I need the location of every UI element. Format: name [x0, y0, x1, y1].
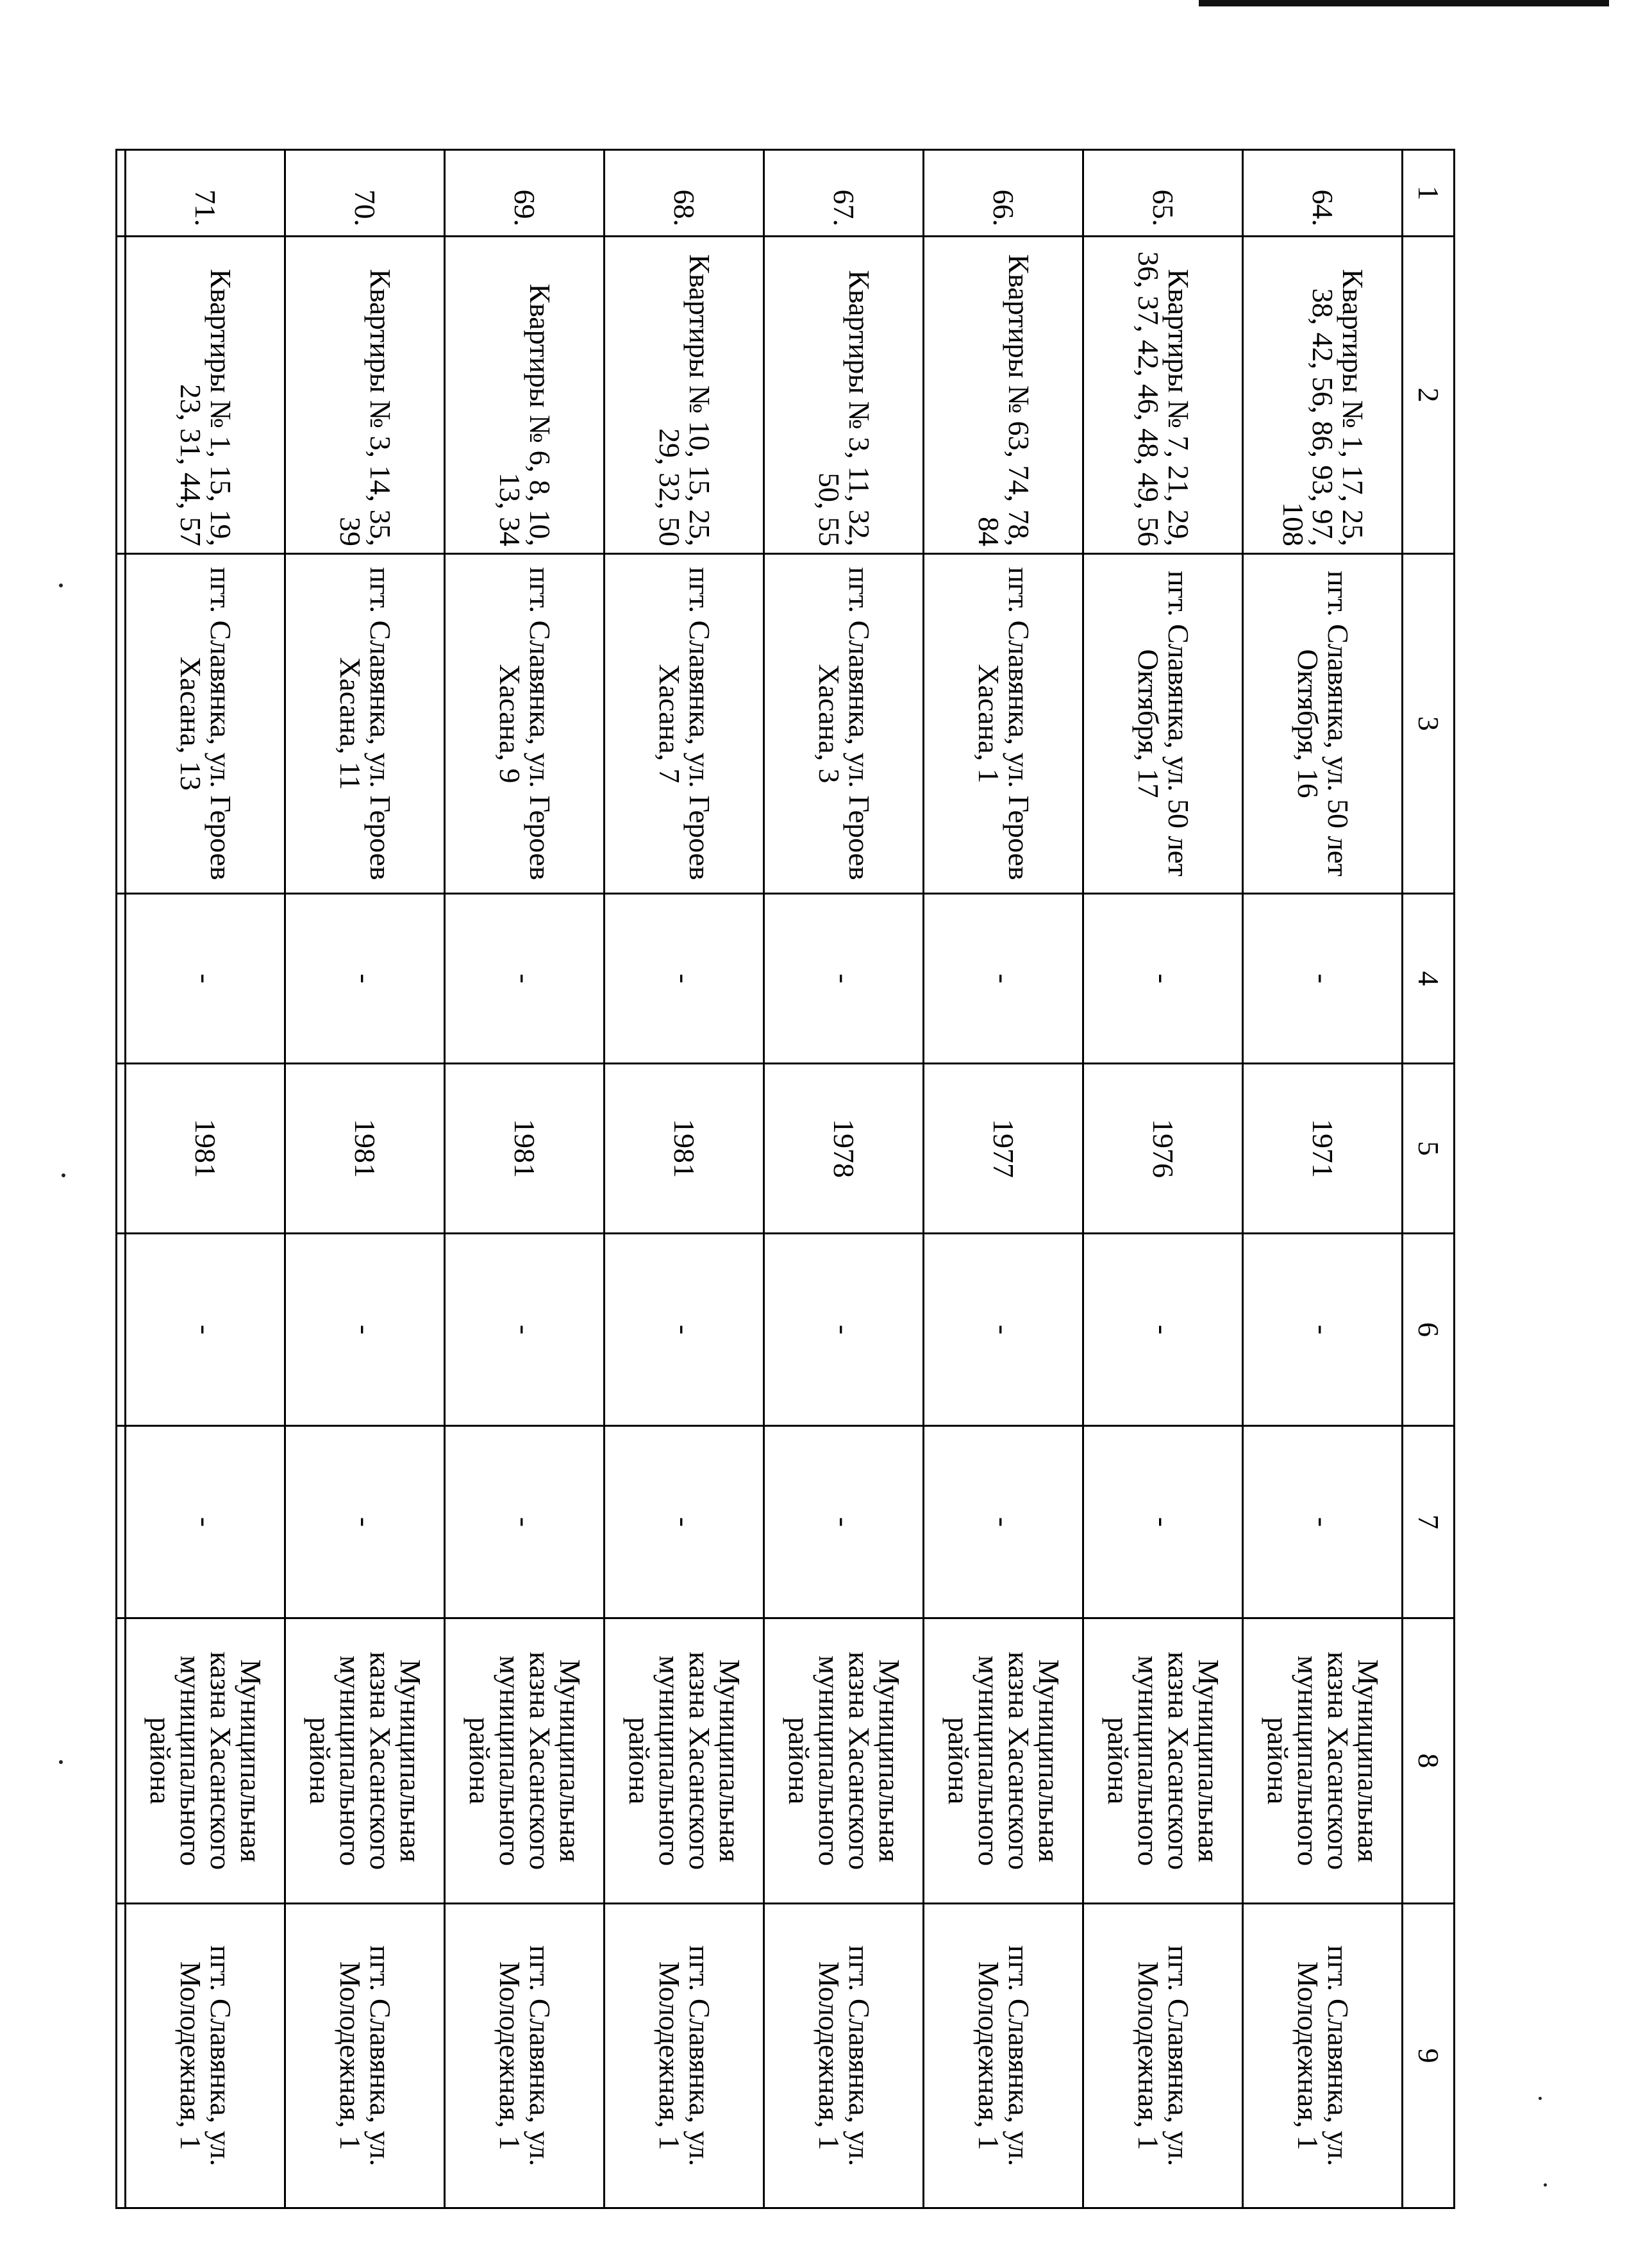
scan-speck — [62, 1173, 65, 1177]
column-4-cell — [117, 894, 126, 1064]
column-7-cell — [117, 1426, 126, 1618]
column-header: 4 — [1403, 894, 1455, 1064]
location-cell — [117, 1904, 126, 2208]
column-4-cell: - — [444, 894, 604, 1064]
year-cell — [117, 1064, 126, 1234]
row-number — [117, 150, 126, 237]
table-row — [604, 150, 763, 2208]
year-cell: 1978 — [763, 1064, 923, 1234]
column-number-row — [1403, 150, 1455, 2208]
row-number: 71. — [125, 150, 285, 237]
owner-cell: Муниципальная казна Хасанского муниципального района — [444, 1618, 604, 1904]
column-header: 2 — [1403, 237, 1455, 554]
column-4-cell: - — [923, 894, 1083, 1064]
column-7-cell: - — [285, 1426, 444, 1618]
location-cell: пгт. Славянка, ул. Молодежная, 1 — [763, 1904, 923, 2208]
column-header: 7 — [1403, 1426, 1455, 1618]
address-cell: пгт. Славянка, ул. Героев Хасана, 9 — [444, 554, 604, 894]
address-cell — [117, 554, 126, 894]
address-cell: пгт. Славянка, ул. Героев Хасана, 13 — [125, 554, 285, 894]
owner-cell: Муниципальная казна Хасанского муниципального района — [125, 1618, 285, 1904]
table-row — [1242, 150, 1402, 2208]
top-edge-rule — [1199, 0, 1609, 6]
table-row — [763, 150, 923, 2208]
column-7-cell: - — [763, 1426, 923, 1618]
apartments-cell: Квартиры № 63, 74, 78, 84 — [923, 237, 1083, 554]
column-4-cell: - — [285, 894, 444, 1064]
column-header: 1 — [1403, 150, 1455, 237]
column-7-cell: - — [923, 1426, 1083, 1618]
location-cell: пгт. Славянка, ул. Молодежная, 1 — [285, 1904, 444, 2208]
rotated-page — [115, 149, 1455, 2207]
column-7-cell: - — [444, 1426, 604, 1618]
location-cell: пгт. Славянка, ул. Молодежная, 1 — [125, 1904, 285, 2208]
owner-cell: Муниципальная казна Хасанского муниципального района — [1242, 1618, 1402, 1904]
table-row — [285, 150, 444, 2208]
apartments-cell: Квартиры № 7, 21, 29, 36, 37, 42, 46, 48, 49, 56 — [1083, 237, 1242, 554]
year-cell: 1971 — [1242, 1064, 1402, 1234]
column-4-cell: - — [1083, 894, 1242, 1064]
scan-speck — [1539, 2097, 1542, 2100]
owner-cell: Муниципальная казна Хасанского муниципального района — [604, 1618, 763, 1904]
year-cell: 1981 — [604, 1064, 763, 1234]
owner-cell: Муниципальная казна Хасанского муниципального района — [763, 1618, 923, 1904]
table-row — [117, 150, 126, 2208]
year-cell: 1981 — [444, 1064, 604, 1234]
table-row — [444, 150, 604, 2208]
column-header: 6 — [1403, 1234, 1455, 1426]
row-number: 64. — [1242, 150, 1402, 237]
apartments-cell — [117, 237, 126, 554]
apartments-cell: Квартиры № 3, 11, 32, 50, 55 — [763, 237, 923, 554]
apartments-cell: Квартиры № 6, 8, 10, 13, 34 — [444, 237, 604, 554]
column-6-cell: - — [285, 1234, 444, 1426]
property-register-table — [115, 149, 1455, 2209]
column-4-cell: - — [125, 894, 285, 1064]
column-header: 8 — [1403, 1618, 1455, 1904]
year-cell: 1976 — [1083, 1064, 1242, 1234]
column-7-cell: - — [604, 1426, 763, 1618]
row-number: 66. — [923, 150, 1083, 237]
column-6-cell: - — [923, 1234, 1083, 1426]
column-6-cell: - — [1083, 1234, 1242, 1426]
apartments-cell: Квартиры № 1, 17, 25, 38, 42, 56, 86, 93, 97, 108 — [1242, 237, 1402, 554]
row-number: 68. — [604, 150, 763, 237]
location-cell: пгт. Славянка, ул. Молодежная, 1 — [923, 1904, 1083, 2208]
scan-speck — [1544, 2183, 1547, 2187]
apartments-cell: Квартиры № 1, 15, 19, 23, 31, 44, 57 — [125, 237, 285, 554]
address-cell: пгт. Славянка, ул. Героев Хасана, 1 — [923, 554, 1083, 894]
row-number: 65. — [1083, 150, 1242, 237]
owner-cell: Муниципальная казна Хасанского муниципального района — [1083, 1618, 1242, 1904]
column-6-cell — [117, 1234, 126, 1426]
column-6-cell: - — [125, 1234, 285, 1426]
column-6-cell: - — [444, 1234, 604, 1426]
location-cell: пгт. Славянка, ул. Молодежная, 1 — [1083, 1904, 1242, 2208]
column-6-cell: - — [1242, 1234, 1402, 1426]
column-header: 3 — [1403, 554, 1455, 894]
column-header: 9 — [1403, 1904, 1455, 2208]
year-cell: 1981 — [125, 1064, 285, 1234]
column-4-cell: - — [1242, 894, 1402, 1064]
owner-cell: Муниципальная казна Хасанского муниципального района — [285, 1618, 444, 1904]
address-cell: пгт. Славянка, ул. 50 лет Октября, 16 — [1242, 554, 1402, 894]
column-7-cell: - — [125, 1426, 285, 1618]
owner-cell: Муниципальная казна Хасанского муниципального района — [923, 1618, 1083, 1904]
column-7-cell: - — [1242, 1426, 1402, 1618]
address-cell: пгт. Славянка, ул. 50 лет Октября, 17 — [1083, 554, 1242, 894]
row-number: 70. — [285, 150, 444, 237]
location-cell: пгт. Славянка, ул. Молодежная, 1 — [444, 1904, 604, 2208]
owner-cell — [117, 1618, 126, 1904]
column-header: 5 — [1403, 1064, 1455, 1234]
row-number: 67. — [763, 150, 923, 237]
apartments-cell: Квартиры № 3, 14, 35, 39 — [285, 237, 444, 554]
year-cell: 1981 — [285, 1064, 444, 1234]
column-4-cell: - — [763, 894, 923, 1064]
column-7-cell: - — [1083, 1426, 1242, 1618]
table-row — [923, 150, 1083, 2208]
table-row — [125, 150, 285, 2208]
address-cell: пгт. Славянка, ул. Героев Хасана, 3 — [763, 554, 923, 894]
table-body — [117, 150, 1455, 2208]
column-6-cell: - — [604, 1234, 763, 1426]
apartments-cell: Квартиры № 10, 15, 25, 29, 32, 50 — [604, 237, 763, 554]
table-row — [1083, 150, 1242, 2208]
column-4-cell: - — [604, 894, 763, 1064]
year-cell: 1977 — [923, 1064, 1083, 1234]
address-cell: пгт. Славянка, ул. Героев Хасана, 11 — [285, 554, 444, 894]
address-cell: пгт. Славянка, ул. Героев Хасана, 7 — [604, 554, 763, 894]
location-cell: пгт. Славянка, ул. Молодежная, 1 — [1242, 1904, 1402, 2208]
location-cell: пгт. Славянка, ул. Молодежная, 1 — [604, 1904, 763, 2208]
scan-speck — [59, 1760, 63, 1764]
row-number: 69. — [444, 150, 604, 237]
scan-speck — [59, 584, 63, 587]
column-6-cell: - — [763, 1234, 923, 1426]
